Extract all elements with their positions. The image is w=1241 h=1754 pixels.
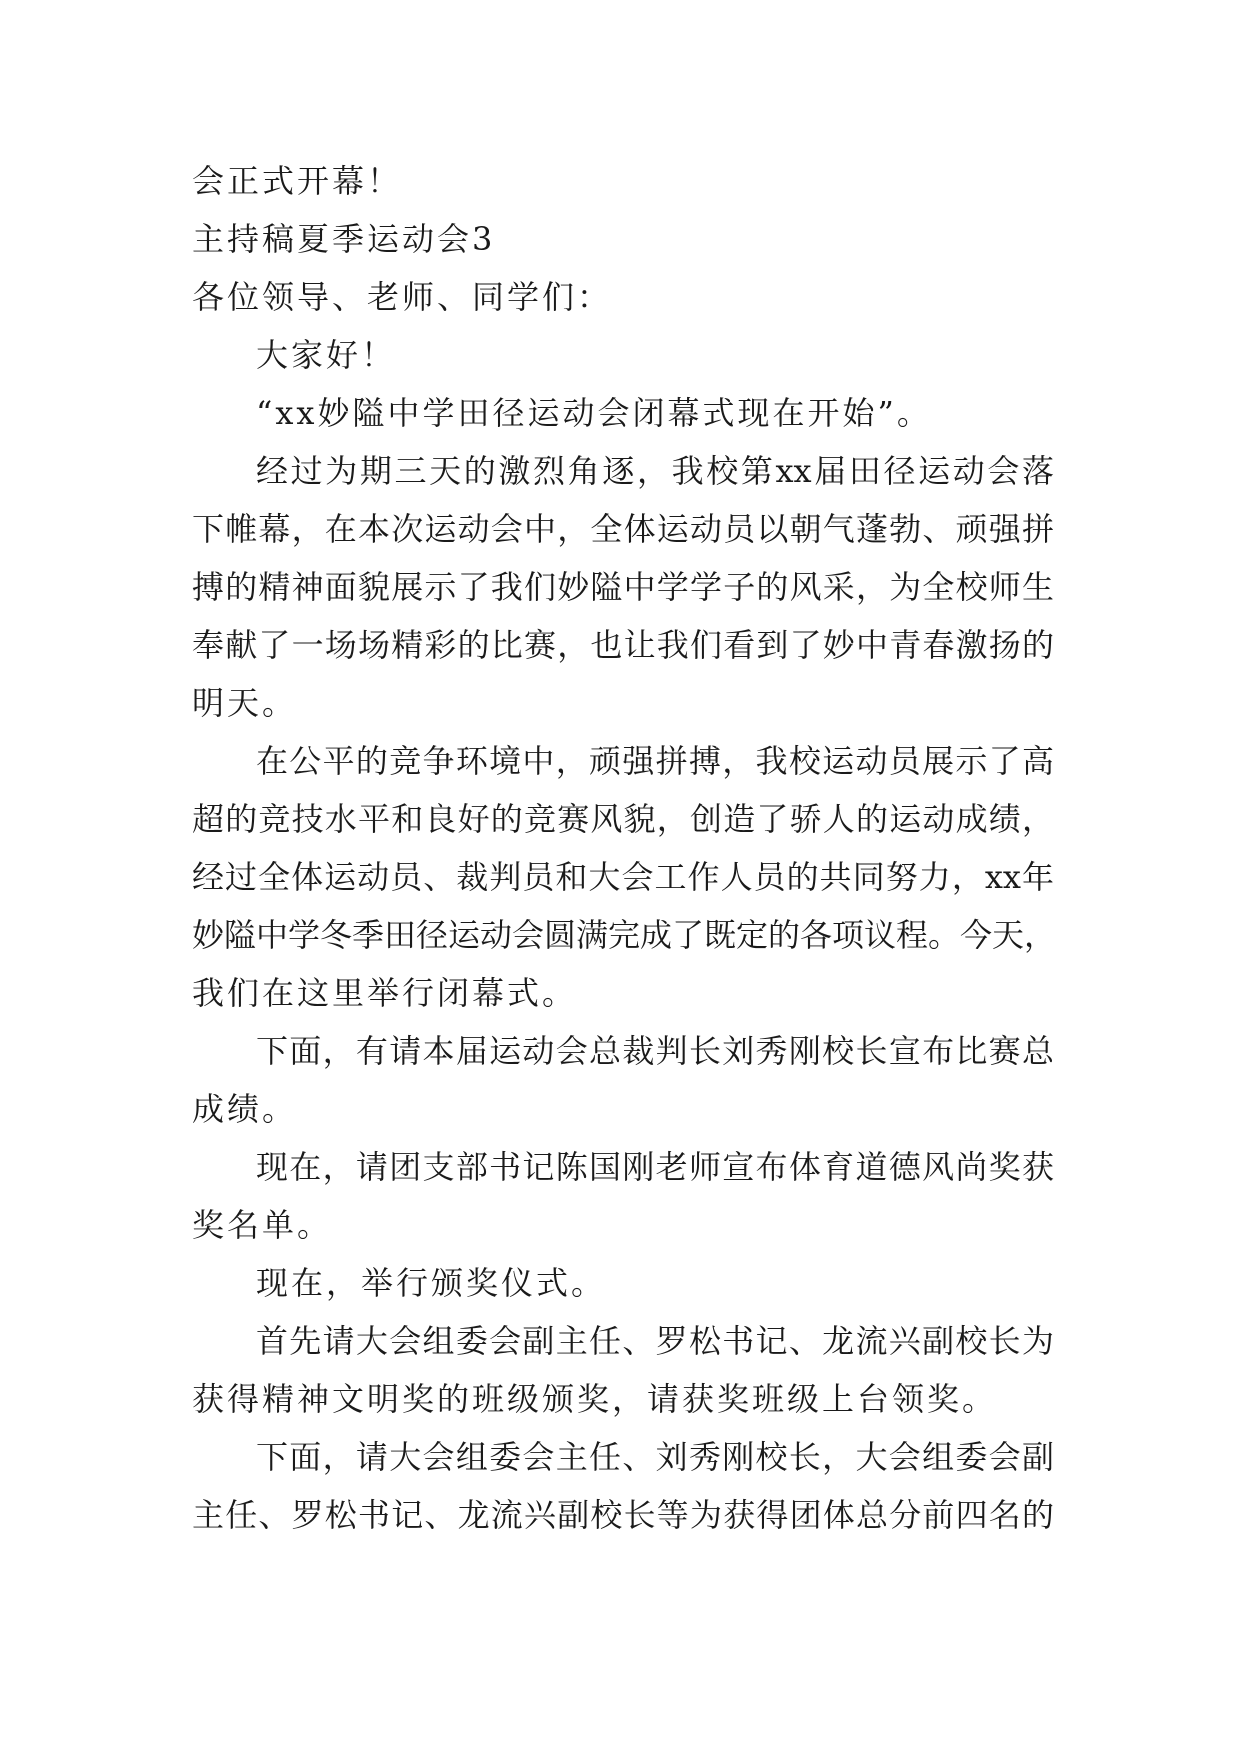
text-line: 会正式开幕！ <box>192 162 403 200</box>
text-line: 我们在这里举行闭幕式。 <box>192 974 578 1012</box>
text-line: 经过全体运动员、裁判员和大会工作人员的共同努力，xx年 <box>192 858 1054 896</box>
text-line: 妙隘中学冬季田径运动会圆满完成了既定的各项议程。今天， <box>192 916 1057 954</box>
document-page <box>192 152 1057 1544</box>
text-line: 奖名单。 <box>192 1206 333 1244</box>
greeting: 大家好！ <box>256 336 397 374</box>
text-line: 超的竞技水平和良好的竞赛风貌，创造了骄人的运动成绩， <box>192 800 1054 838</box>
salutation: 各位领导、老师、同学们： <box>192 278 613 316</box>
text-line: “xx妙隘中学田径运动会闭幕式现在开始”。 <box>256 394 932 432</box>
text-line: 在公平的竞争环境中，顽强拼搏，我校运动员展示了高 <box>256 742 1054 780</box>
text-line: 主任、罗松书记、龙流兴副校长等为获得团体总分前四名的 <box>192 1496 1054 1534</box>
text-line: 首先请大会组委会副主任、罗松书记、龙流兴副校长为 <box>256 1322 1054 1360</box>
text-line: 现在，举行颁奖仪式。 <box>256 1264 607 1302</box>
text-line: 获得精神文明奖的班级颁奖，请获奖班级上台领奖。 <box>192 1380 998 1418</box>
text-line: 奉献了一场场精彩的比赛，也让我们看到了妙中青春激扬的 <box>192 626 1054 664</box>
text-line: 下面，请大会组委会主任、刘秀刚校长，大会组委会副 <box>256 1438 1054 1476</box>
section-heading: 主持稿夏季运动会3 <box>192 220 496 258</box>
text-line: 搏的精神面貌展示了我们妙隘中学学子的风采，为全校师生 <box>192 568 1054 606</box>
text-line: 成绩。 <box>192 1090 298 1128</box>
text-line: 现在，请团支部书记陈国刚老师宣布体育道德风尚奖获 <box>256 1148 1054 1186</box>
text-line: 经过为期三天的激烈角逐，我校第xx届田径运动会落 <box>256 452 1054 490</box>
text-line: 下面，有请本届运动会总裁判长刘秀刚校长宣布比赛总 <box>256 1032 1054 1070</box>
text-line: 下帷幕，在本次运动会中，全体运动员以朝气蓬勃、顽强拼 <box>192 510 1054 548</box>
text-line: 明天。 <box>192 684 298 722</box>
